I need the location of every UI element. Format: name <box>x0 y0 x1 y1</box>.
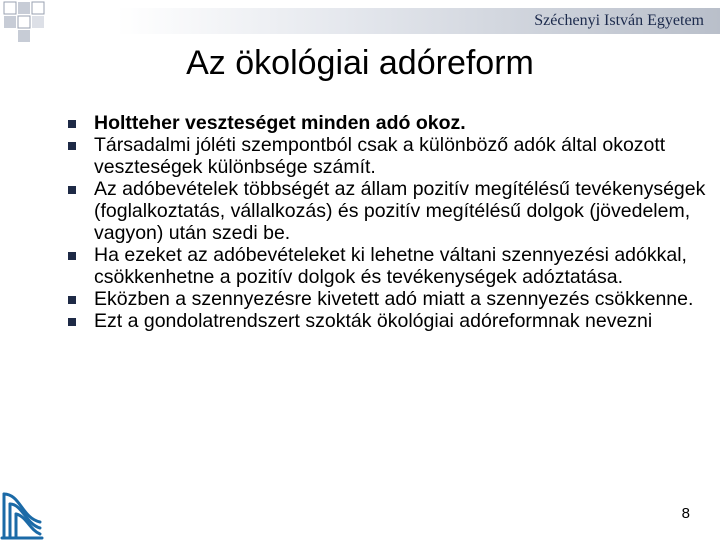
square-bullet-icon <box>68 186 76 194</box>
bullet-item <box>66 178 706 244</box>
bullet-text: Holtteher veszteséget minden adó okoz. <box>94 112 466 134</box>
square-bullet-icon <box>68 318 76 326</box>
bullet-item <box>66 112 706 134</box>
bullet-text: Az adóbevételek többségét az állam pozitív megítélésű tevékenységek (foglalkoztatás, vállalkozás) és pozitív megítélésű dolgok (jövedelem, vagyon) után szedi be. <box>94 178 706 244</box>
bullet-item <box>66 244 706 288</box>
slide-title: Az ökológiai adóreform <box>186 44 534 82</box>
square-bullet-icon <box>68 142 76 150</box>
square-bullet-icon <box>68 120 76 128</box>
bullet-text: Társadalmi jóléti szempontból csak a különböző adók által okozott veszteségek különbsége számít. <box>94 134 666 178</box>
bullet-text: Ha ezeket az adóbevételeket ki lehetne váltani szennyezési adókkal, csökkenhetne a pozitív dolgok és tevékenységek adóztatása. <box>94 244 687 288</box>
bullet-text: Ezt a gondolatrendszert szokták ökológiai adóreformnak nevezni <box>94 310 653 332</box>
university-name: Széchenyi István Egyetem <box>534 12 704 29</box>
square-bullet-icon <box>68 296 76 304</box>
university-logo-icon <box>0 488 44 540</box>
bullet-item <box>66 288 706 310</box>
bullet-item <box>66 310 706 332</box>
bullet-text: Eközben a szennyezésre kivetett adó miatt a szennyezés csökkenne. <box>94 288 694 310</box>
bullet-item <box>66 134 706 178</box>
bullet-list <box>66 112 706 332</box>
page-number: 8 <box>681 505 690 522</box>
square-bullet-icon <box>68 252 76 260</box>
